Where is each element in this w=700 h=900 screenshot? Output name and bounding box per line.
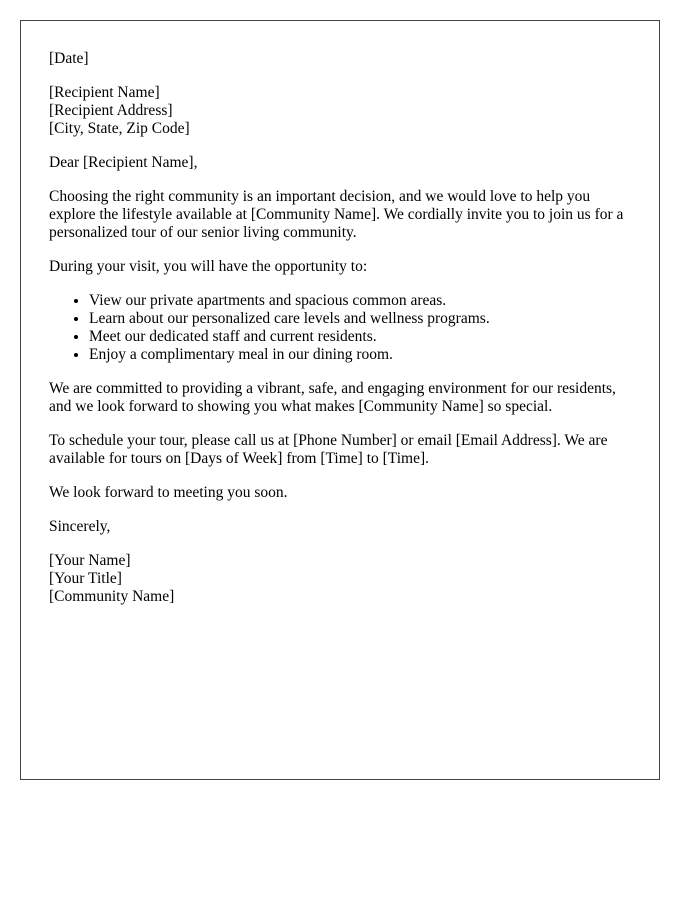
list-item: • Meet our dedicated staff and current residents. bbox=[89, 328, 631, 346]
sign-off: Sincerely, bbox=[49, 518, 111, 535]
commitment-paragraph: We are committed to providing a vibrant, safe, and engaging environment for our residents, and we look forward to showing you what makes [Community Name] so special. bbox=[49, 380, 616, 415]
recipient-name: [Recipient Name] bbox=[49, 84, 160, 101]
salutation: Dear [Recipient Name], bbox=[49, 154, 198, 171]
intro-paragraph: Choosing the right community is an important decision, and we would love to help you explore the lifestyle available at [Community Name]. We cordially invite you to join us for a personalized tour of our senior living community. bbox=[49, 188, 624, 241]
recipient-city-state-zip: [City, State, Zip Code] bbox=[49, 120, 190, 137]
letter-date: [Date] bbox=[49, 50, 89, 67]
list-item: • Learn about our personalized care levels and wellness programs. bbox=[89, 310, 631, 328]
list-item: • Enjoy a complimentary meal in our dining room. bbox=[89, 346, 631, 364]
recipient-block bbox=[49, 84, 631, 138]
visit-intro: During your visit, you will have the opportunity to: bbox=[49, 258, 368, 275]
signature-title: [Your Title] bbox=[49, 570, 122, 587]
signature-name: [Your Name] bbox=[49, 552, 131, 569]
schedule-paragraph: To schedule your tour, please call us at [Phone Number] or email [Email Address]. We are available for tours on [Days of Week] from [Time] to [Time]. bbox=[49, 432, 608, 467]
signature-community: [Community Name] bbox=[49, 588, 175, 605]
list-item: • View our private apartments and spacious common areas. bbox=[89, 292, 631, 310]
recipient-address: [Recipient Address] bbox=[49, 102, 173, 119]
letter-page bbox=[20, 20, 660, 780]
signature-block bbox=[49, 552, 631, 606]
visit-list bbox=[49, 292, 631, 364]
closing-line: We look forward to meeting you soon. bbox=[49, 484, 288, 501]
